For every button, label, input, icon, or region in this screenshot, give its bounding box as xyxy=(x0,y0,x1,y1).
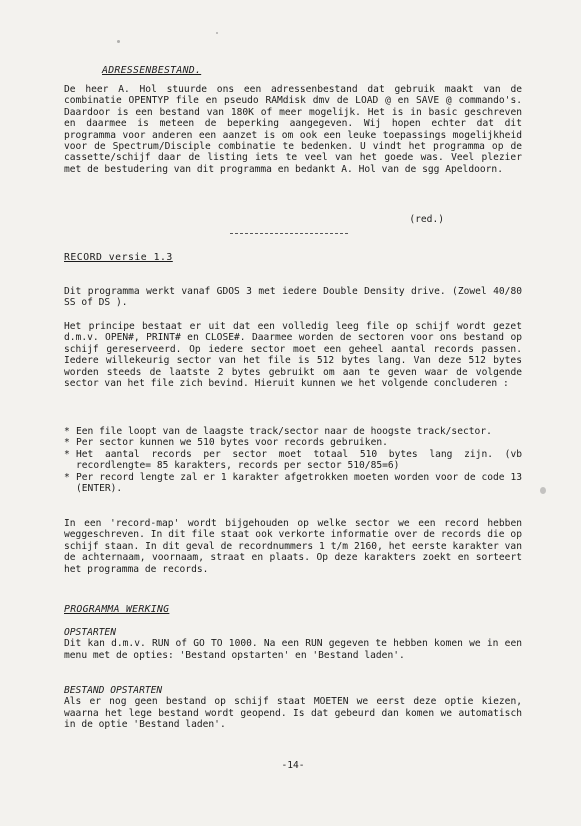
editor-signature: (red.) xyxy=(409,214,444,225)
subsection-title: OPSTARTEN xyxy=(64,627,116,638)
record-intro-text: Dit programma werkt vanaf GDOS 3 met iedere Double Density drive. (Zowel 40/80 SS of DS ). xyxy=(64,286,522,309)
subsection-bestand-opstarten xyxy=(64,685,522,731)
record-principle-text: Het principe bestaat er uit dat een volledig leeg file op schijf wordt gezet d.m.v. OPEN#, PRINT# en CLOSE#. Daarmee worden de sectoren voor ons bestand op schijf gereserveerd. Op iedere sector moet een geheel aantal records passen. Iedere willekeurig sector van het file is 512 bytes lang. Van deze 512 bytes worden steeds de laatste 2 bytes gebruikt om aan te geven waar de volgende sector van het file zich bevind. Hieruit kunnen we het volgende concluderen : xyxy=(64,321,522,390)
list-item: * Per sector kunnen we 510 bytes voor records gebruiken. xyxy=(64,437,522,448)
section-divider xyxy=(230,233,348,234)
section-title: ADRESSENBESTAND. xyxy=(102,65,202,76)
record-principle xyxy=(64,321,522,389)
record-conclusions xyxy=(64,426,522,494)
scan-speck xyxy=(216,32,218,34)
scan-speck xyxy=(540,487,546,494)
section-record xyxy=(64,252,522,263)
section-adressenbestand xyxy=(64,65,522,76)
section1-paragraph: De heer A. Hol stuurde ons een adressenbestand dat gebruik maakt van de combinatie OPENTYP file en pseudo RAMdisk dmv de LOAD @ en SAVE @ commando's. Daardoor is een bestand van 180K of meer mogelijk. Het is in basic geschreven en daarmee is meteen de beperking aangegeven. Wij hopen echter dat dit programma voor anderen een aanzet is om ook een leuke toepassings mogelijkheid voor de Spectrum/Disciple combinatie te bedenken. U vindt het programma op de cassette/schijf daar de listing iets te veel van het goede was. Veel plezier met de bestudering van dit programma en bedankt A. Hol van de sgg Apeldoorn. xyxy=(64,84,522,175)
section-programma-werking xyxy=(64,604,522,615)
record-intro xyxy=(64,286,522,309)
subsection-text: Als er nog geen bestand op schijf staat MOETEN we eerst deze optie kiezen, waarna het lege bestand wordt geopend. Is dat gebeurd dan komen we automatisch in de optie 'Bestand laden'. xyxy=(64,696,522,731)
section-title: RECORD versie 1.3 xyxy=(64,252,173,263)
list-item: * Een file loopt van de laagste track/sector naar de hoogste track/sector. xyxy=(64,426,522,437)
section1-body xyxy=(64,84,522,175)
scan-speck xyxy=(117,40,120,43)
subsection-opstarten xyxy=(64,627,522,661)
list-item: * Het aantal records per sector moet totaal 510 bytes lang zijn. (vb recordlengte= 85 karakters, records per sector 510/85=6) xyxy=(64,449,522,472)
record-map-text: In een 'record-map' wordt bijgehouden op welke sector we een record hebben weggeschreven. In dit file staat ook verkorte informatie over de records die op schijf staan. In dit geval de recordnummers 1 t/m 2160, het eerste karakter van de achternaam, voornaam, straat en plaats. Op deze karakters zoekt en sorteert het programma de records. xyxy=(64,518,522,575)
subsection-title: BESTAND OPSTARTEN xyxy=(64,685,163,696)
section-title: PROGRAMMA WERKING xyxy=(64,604,170,615)
subsection-text: Dit kan d.m.v. RUN of GO TO 1000. Na een RUN gegeven te hebben komen we in een menu met de opties: 'Bestand opstarten' en 'Bestand laden'. xyxy=(64,638,522,661)
page-number: -14- xyxy=(281,760,305,771)
record-map xyxy=(64,518,522,575)
list-item: * Per record lengte zal er 1 karakter afgetrokken moeten worden voor de code 13 (ENTER). xyxy=(64,472,522,495)
